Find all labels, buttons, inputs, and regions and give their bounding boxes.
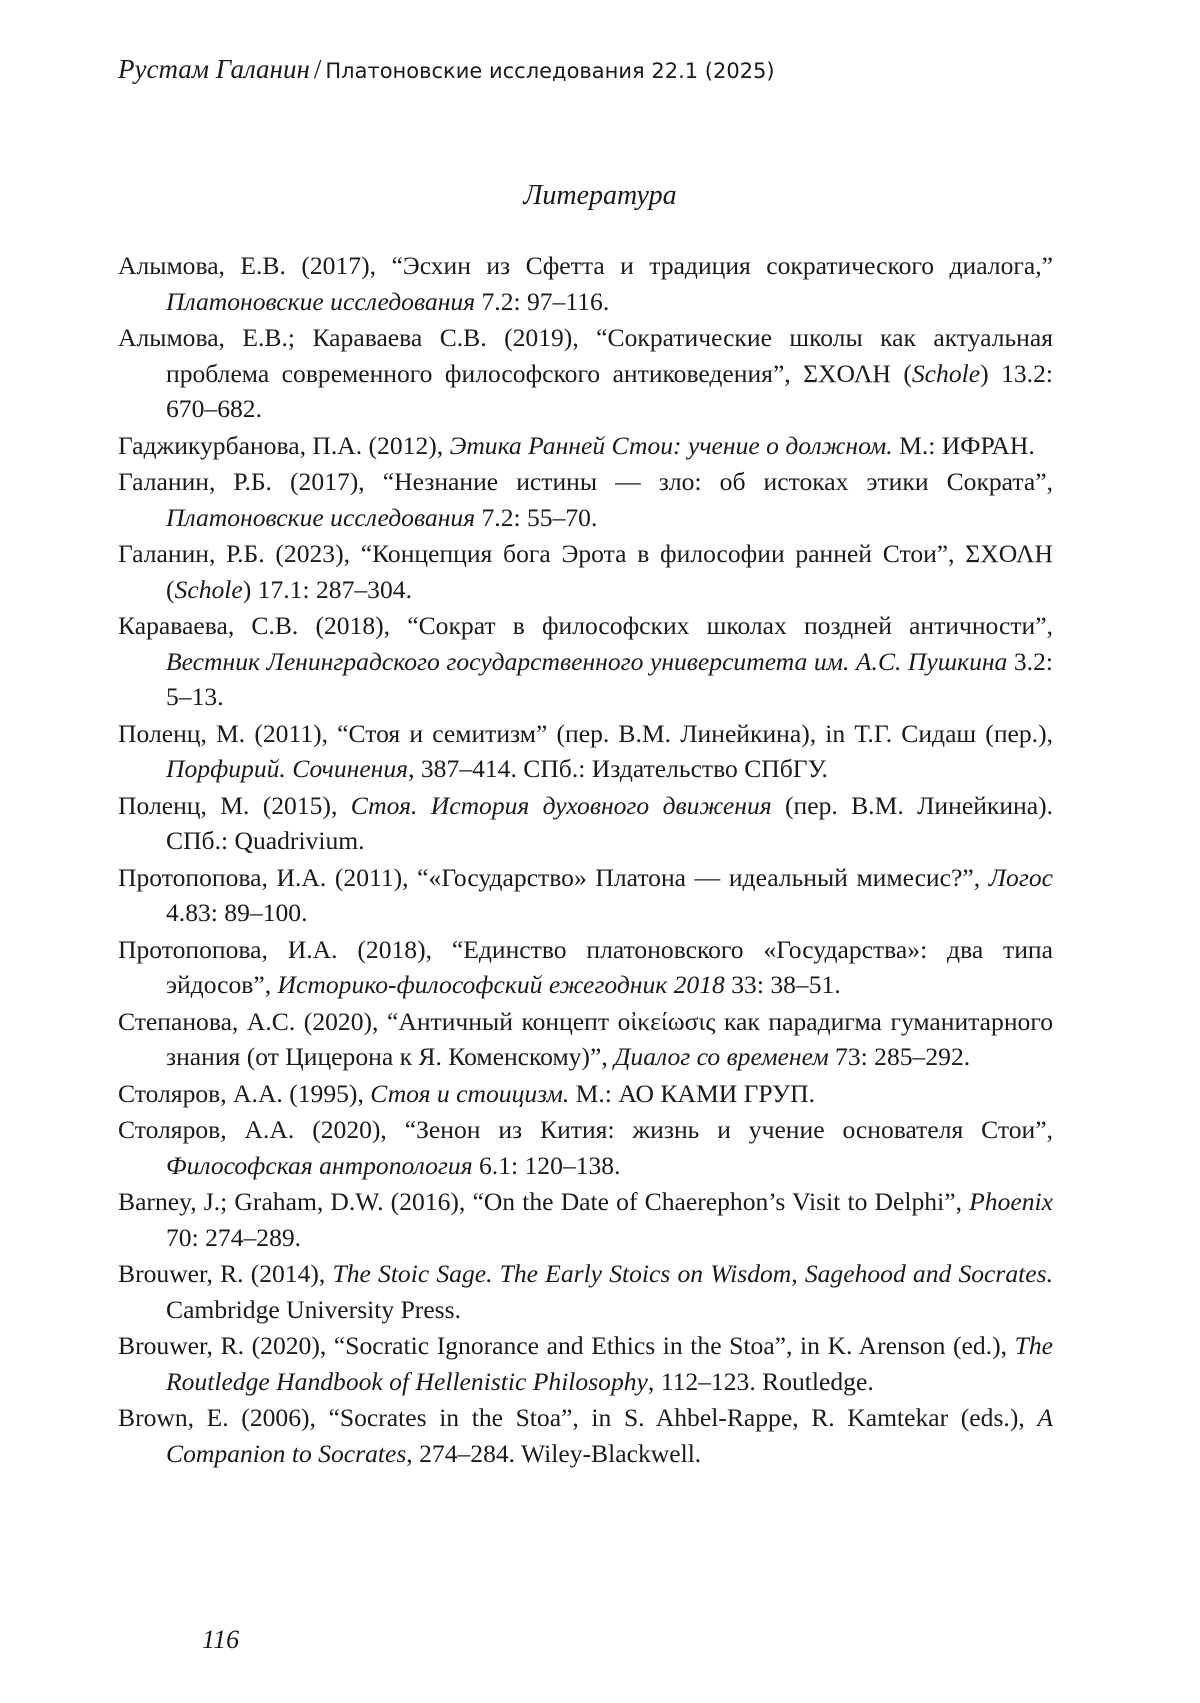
reference-entry	[118, 1328, 1053, 1399]
ref-title: Диалог со временем	[614, 1042, 829, 1071]
ref-title: Логос	[988, 862, 1053, 892]
ref-text: 70: 274–289.	[166, 1222, 302, 1252]
reference-entry	[118, 536, 1053, 607]
ref-text: Столяров, А.А. (2020), “Зенон из Кития: жизнь и учение основателя Стои”,	[118, 1115, 1053, 1144]
reference-entry	[118, 464, 1053, 535]
ref-text: Поленц, М. (2011), “Стоя и семитизм” (пер. В.М. Линейкина), in Т.Г. Сидаш (пер.),	[118, 718, 1053, 748]
ref-title: Вестник Ленинградского государственного университета им. А.С. Пушкина	[166, 646, 1008, 676]
ref-title: A Companion to Socrates	[166, 1403, 1053, 1468]
ref-text: Гаджикурбанова, П.А. (2012),	[118, 430, 450, 460]
ref-title: Платоновские исследования	[166, 502, 476, 532]
ref-title: The Stoic Sage. The Early Stoics on Wisdom, Sagehood and Socrates.	[332, 1259, 1053, 1288]
ref-title: Порфирий. Сочинения	[166, 754, 409, 783]
ref-text: Поленц, М. (2015),	[118, 790, 351, 820]
reference-entry	[118, 428, 1053, 464]
reference-entry	[118, 1004, 1053, 1075]
header-author: Рустам Галанин	[118, 54, 310, 84]
ref-title: Этика Ранней Стои: учение о должном.	[449, 430, 893, 460]
ref-title: Schole	[174, 574, 243, 604]
ref-text: 6.1: 120–138.	[472, 1150, 621, 1180]
ref-text: Протопопова, И.А. (2011), “«Государство» Платона — идеальный мимесис?”,	[118, 862, 989, 892]
ref-title: Phoenix	[969, 1187, 1053, 1216]
ref-text: 7.2: 97–116.	[475, 286, 610, 316]
header-separator: /	[313, 54, 322, 84]
ref-text: 33: 38–51.	[724, 970, 841, 999]
ref-text: Brouwer, R. (2014),	[118, 1259, 333, 1288]
running-header	[118, 52, 775, 88]
ref-text: Протопопова, И.А. (2018), “Единство платоновского «Государства»: два типа эйдосов”,	[118, 934, 1053, 999]
ref-text: Алымова, Е.В.; Караваева С.В. (2019), “Сократические школы как актуальная проблема современного философского антиковедения”, ΣΧΟΛΗ (	[118, 323, 1053, 388]
ref-title: Историко-философский ежегодник 2018	[277, 970, 725, 999]
reference-entry	[118, 788, 1053, 859]
ref-title: Платоновские исследования	[166, 286, 476, 316]
ref-text: Степанова, А.С. (2020), “Античный концепт οἰκείωσις как парадигма гуманитарного знания (от Цицерона к Я. Коменскому)”,	[118, 1006, 1053, 1071]
section-title: Литература	[523, 180, 677, 211]
ref-text: Столяров, А.А. (1995),	[118, 1078, 371, 1108]
ref-text: Алымова, Е.В. (2017), “Эсхин из Сфетта и традиция сократического диалога,”	[118, 251, 1053, 280]
ref-text: , 274–284. Wiley-Blackwell.	[406, 1438, 702, 1468]
ref-text: 3.2: 5–13.	[166, 646, 1053, 711]
ref-text: ) 17.1: 287–304.	[242, 574, 412, 604]
reference-entry	[118, 248, 1053, 319]
ref-text: (пер. В.М. Линейкина). СПб.: Quadrivium.	[166, 790, 1053, 855]
ref-text: , 387–414. СПб.: Издательство СПбГУ.	[408, 754, 828, 783]
ref-text: Brouwer, R. (2020), “Socratic Ignorance and Ethics in the Stoa”, in K. Arenson (ed.),	[118, 1331, 1015, 1360]
ref-title: Философская антропология	[166, 1150, 473, 1180]
ref-text: Cambridge University Press.	[166, 1294, 462, 1324]
reference-entry	[118, 608, 1053, 715]
reference-entry	[118, 1076, 1053, 1112]
reference-entry	[118, 716, 1053, 787]
ref-text: 7.2: 55–70.	[475, 502, 598, 532]
header-journal: Платоновские исследования 22.1 (2025)	[325, 59, 775, 83]
ref-text: Brown, E. (2006), “Socrates in the Stoa”, in S. Ahbel-Rappe, R. Kamtekar (eds.),	[118, 1403, 1038, 1432]
ref-text: Галанин, Р.Б. (2023), “Концепция бога Эрота в философии ранней Стои”, ΣΧΟΛΗ (	[118, 539, 1053, 604]
ref-text: М.: ИФРАН.	[892, 430, 1035, 460]
ref-text: 73: 285–292.	[828, 1042, 971, 1071]
ref-text: Караваева, С.В. (2018), “Сократ в философских школах поздней античности”,	[118, 611, 1053, 640]
ref-text: ) 13.2: 670–682.	[166, 358, 1053, 423]
page-number: 116	[202, 1625, 240, 1654]
ref-title: Schole	[911, 358, 981, 388]
reference-entry	[118, 860, 1053, 931]
ref-text: 4.83: 89–100.	[166, 898, 308, 927]
reference-entry	[118, 1112, 1053, 1183]
reference-list	[118, 248, 1053, 1472]
ref-title: Стоя. История духовного движения	[350, 790, 772, 820]
ref-text: Галанин, Р.Б. (2017), “Незнание истины — зло: об истоках этики Сократа”,	[118, 467, 1053, 496]
reference-entry	[118, 1256, 1053, 1327]
reference-entry	[118, 1400, 1053, 1471]
reference-entry	[118, 932, 1053, 1003]
ref-text: , 112–123. Routledge.	[647, 1366, 874, 1396]
reference-entry	[118, 1184, 1053, 1255]
ref-title: The Routledge Handbook of Hellenistic Philosophy	[166, 1331, 1053, 1396]
ref-text: М.: АО КАМИ ГРУП.	[569, 1078, 815, 1108]
ref-text: Barney, J.; Graham, D.W. (2016), “On the Date of Chaerephon’s Visit to Delphi”,	[118, 1187, 970, 1216]
ref-title: Стоя и стоицизм.	[370, 1078, 570, 1108]
reference-entry	[118, 320, 1053, 427]
